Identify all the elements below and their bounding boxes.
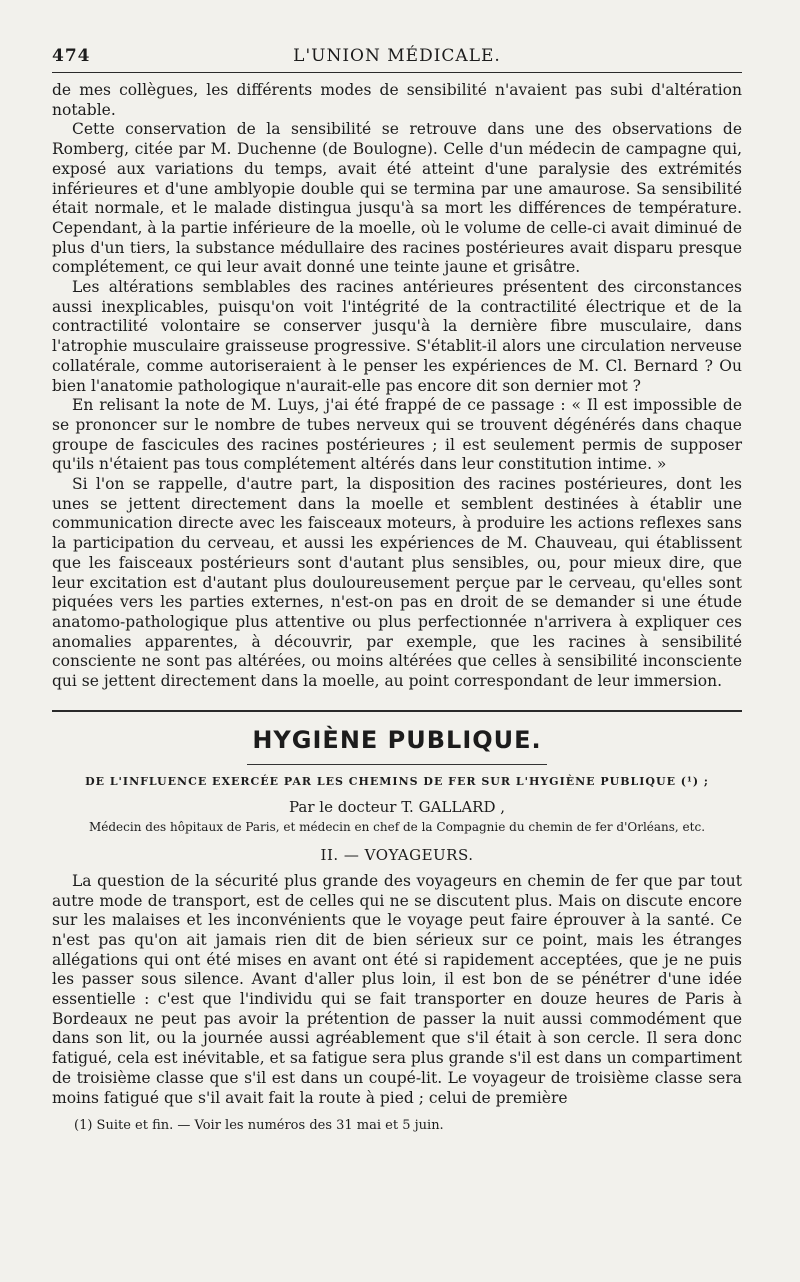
footnote: (1) Suite et fin. — Voir les numéros des 31 mai et 5 juin. xyxy=(74,1118,444,1134)
author-affiliation: Médecin des hôpitaux de Paris, et médecin en chef de la Compagnie du chemin de fer d'Orléans, etc. xyxy=(88,819,706,834)
article-title: DE L'INFLUENCE EXERCÉE PAR LES CHEMINS DE FER SUR L'HYGIÈNE PUBLIQUE (¹) ; xyxy=(85,774,709,788)
section-rule xyxy=(52,710,742,712)
page-number: 474 xyxy=(52,46,91,66)
author-byline: Par le docteur T. GALLARD , xyxy=(288,797,506,816)
section-title: HYGIÈNE PUBLIQUE. xyxy=(252,725,542,754)
paragraph: Cette conservation de la sensibilité se retrouve dans une des observations de Romberg, citée par M. Duchenne (de Boulogne). Celle d'un médecin de campagne qui, exposé aux variations du temps, avait été atteint d'une paralysie des extrémités inférieures et d'une amblyopie double qui se termina par une amaurose. Sa sensibilité était normale, et le malade distingua jusqu'à sa mort les différences de température. Cependant, à la partie inférieure de la moelle, où le volume de celle-ci avait diminué de plus d'un tiers, la substance médullaire des racines postérieures avait disparu presque complétement, ce qui leur avait donné une teinte jaune et grisâtre. xyxy=(52,120,742,277)
subsection-heading: II. — VOYAGEURS. xyxy=(320,845,474,864)
paragraph: Si l'on se rappelle, d'autre part, la disposition des racines postérieures, dont les unes se jettent directement dans la moelle et semblent destinées à établir une communication directe avec les faisceaux moteurs, à produire les actions reflexes sans la participation du cerveau, et aussi les expériences de M. Chauveau, qui établissent que les faisceaux postérieurs sont d'autant plus sensibles, ou, pour mieux dire, que leur excitation est d'autant plus douloureusement perçue par le cerveau, qu'elles sont piquées vers les parties externes, n'est-on pas en droit de se demander si une étude anatomo-pathologique plus attentive ou plus perfectionnée n'arrivera à expliquer ces anomalies apparentes, à découvrir, par exemple, que les racines à sensibilité consciente ne sont pas altérées, ou moins altérées que celles à sensibilité inconsciente qui se jettent directement dans la moelle, au point correspondant de leur immersion. xyxy=(52,475,742,691)
header-rule xyxy=(52,72,742,73)
paragraph: En relisant la note de M. Luys, j'ai été frappé de ce passage : « Il est impossible de se prononcer sur le nombre de tubes nerveux qui se trouvent dégénérés dans chaque groupe de fascicules des racines postérieures ; il est seulement permis de supposer qu'ils n'étaient pas tous complétement altérés dans leur constitution intime. » xyxy=(52,396,742,474)
paragraph: de mes collègues, les différents modes de sensibilité n'avaient pas subi d'altération notable. xyxy=(52,81,742,119)
article-continuation xyxy=(52,81,742,692)
paragraph: La question de la sécurité plus grande des voyageurs en chemin de fer que par tout autre mode de transport, est de celles qui ne se discutent plus. Mais on discute encore sur les malaises et les inconvénients que le voyage peut faire éprouver à la santé. Ce n'est pas qu'on ait jamais rien dit de bien sérieux sur ce point, mais les étranges allégations qui ont été mises en avant ont été si rapidement acceptées, que je ne puis les passer sous silence. Avant d'aller plus loin, il est bon de se pénétrer d'une idée essentielle : c'est que l'individu qui se fait transporter en douze heures de Paris à Bordeaux ne peut pas avoir la prétention de passer la nuit aussi commodément que dans son lit, ou la journée aussi agréablement que s'il était à son cercle. Il sera donc fatigué, cela est inévitable, et sa fatigue sera plus grande s'il est dans un compartiment de troisième classe que s'il est dans un coupé-lit. Le voyageur de troisième classe sera moins fatigué que s'il avait fait la route à pied ; celui de première xyxy=(52,871,743,1107)
paragraph: Les altérations semblables des racines antérieures présentent des circonstances aussi inexplicables, puisqu'on voit l'intégrité de la contractilité électrique et de la contractilité volontaire se conserver jusqu'à la dernière fibre musculaire, dans l'atrophie musculaire graisseuse progressive. S'établit-il alors une circulation nerveuse collatérale, comme autoriseraient à le penser les expériences de M. Cl. Bernard ? Ou bien l'anatomie pathologique n'aurait-elle pas encore dit son dernier mot ? xyxy=(52,278,742,395)
title-underline xyxy=(247,764,547,765)
article-body xyxy=(52,872,742,1108)
journal-title: L'UNION MÉDICALE. xyxy=(293,46,501,66)
running-head xyxy=(52,38,742,70)
